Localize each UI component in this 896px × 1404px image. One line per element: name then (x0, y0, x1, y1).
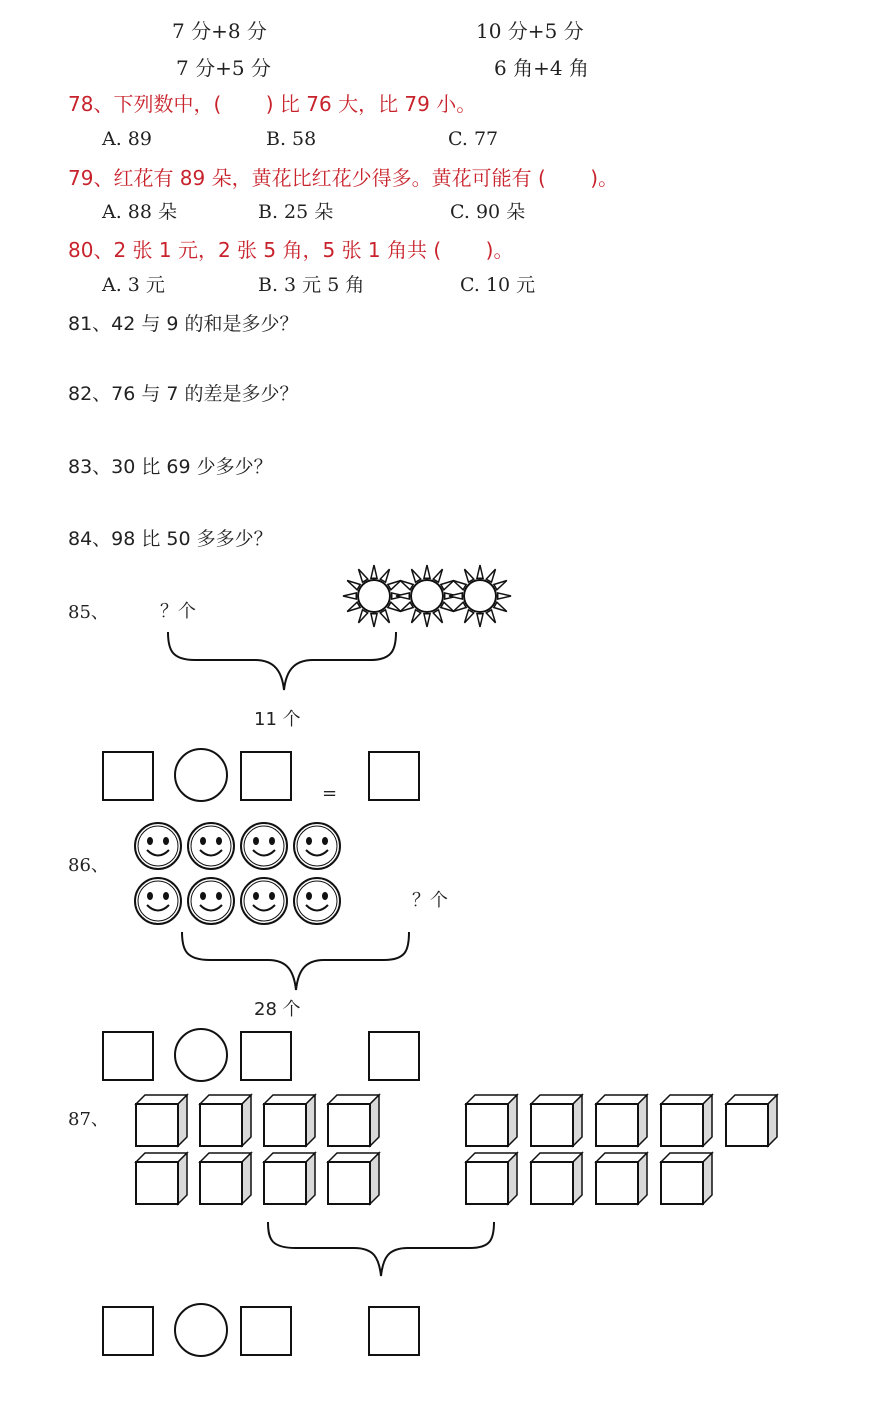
operator-circle-86[interactable] (174, 1028, 228, 1082)
question-85-unknown-label: ？个 (160, 601, 196, 622)
question-80-option-c[interactable]: C. 10 元 (460, 274, 536, 296)
cube-icon (136, 1153, 187, 1204)
smiley-icon (135, 878, 181, 924)
question-86-total-label: 28 个 (254, 999, 301, 1020)
question-80-option-a[interactable]: A. 3 元 (102, 274, 165, 296)
compare-left-row2: 7 分+5 分 (176, 56, 271, 80)
cube-icon (264, 1153, 315, 1204)
question-83: 83、30 比 69 少多少？ (68, 456, 273, 478)
answer-box-85-2[interactable] (240, 751, 292, 801)
question-79-option-b[interactable]: B. 25 朵 (258, 201, 334, 223)
answer-box-86-result[interactable] (368, 1031, 420, 1081)
equals-sign-85: = (322, 783, 338, 804)
question-85-total-label: 11 个 (254, 709, 301, 730)
smiley-icon (241, 823, 287, 869)
cube-icon (596, 1095, 647, 1146)
operator-circle-87[interactable] (174, 1303, 228, 1357)
sun-icon (449, 565, 511, 627)
smiley-icon (188, 823, 234, 869)
answer-box-87-2[interactable] (240, 1306, 292, 1356)
question-80-prompt: 80、2 张 1 元，2 张 5 角，5 张 1 角共 ( )。 (68, 238, 514, 262)
answer-box-87-result[interactable] (368, 1306, 420, 1356)
operator-circle-85[interactable] (174, 748, 228, 802)
cube-icon (726, 1095, 777, 1146)
answer-box-85-result[interactable] (368, 751, 420, 801)
question-78-prompt: 78、下列数中，( ) 比 76 大，比 79 小。 (68, 92, 477, 116)
question-87-number: 87、 (68, 1109, 109, 1130)
question-78-option-a[interactable]: A. 89 (102, 128, 152, 150)
cube-icon (531, 1153, 582, 1204)
answer-box-86-1[interactable] (102, 1031, 154, 1081)
cube-icon (200, 1153, 251, 1204)
cube-icon (531, 1095, 582, 1146)
question-84: 84、98 比 50 多多少？ (68, 528, 273, 550)
compare-right-row2: 6 角+4 角 (494, 56, 589, 80)
question-80-option-b[interactable]: B. 3 元 5 角 (258, 274, 365, 296)
question-86-number: 86、 (68, 855, 109, 876)
cube-icon (466, 1153, 517, 1204)
question-86-unknown-label: ？个 (412, 890, 448, 911)
answer-box-86-2[interactable] (240, 1031, 292, 1081)
cube-icon (596, 1153, 647, 1204)
sun-icon (396, 565, 458, 627)
question-82: 82、76 与 7 的差是多少？ (68, 383, 299, 405)
cube-icon (661, 1095, 712, 1146)
cube-icon (328, 1153, 379, 1204)
question-79-option-c[interactable]: C. 90 朵 (450, 201, 526, 223)
smiley-icon (294, 878, 340, 924)
smiley-icon (241, 878, 287, 924)
question-79-prompt: 79、红花有 89 朵，黄花比红花少得多。黄花可能有 ( )。 (68, 166, 619, 190)
compare-left-row1: 7 分+8 分 (172, 19, 267, 43)
answer-box-87-1[interactable] (102, 1306, 154, 1356)
sun-icon (343, 565, 405, 627)
cube-icon (200, 1095, 251, 1146)
question-85-number: 85、 (68, 602, 109, 623)
question-79-option-a[interactable]: A. 88 朵 (102, 201, 178, 223)
smiley-icon (188, 878, 234, 924)
cube-icon (466, 1095, 517, 1146)
answer-box-85-1[interactable] (102, 751, 154, 801)
question-78-option-b[interactable]: B. 58 (266, 128, 317, 150)
cube-icon (136, 1095, 187, 1146)
question-81: 81、42 与 9 的和是多少？ (68, 313, 299, 335)
cube-icon (264, 1095, 315, 1146)
compare-right-row1: 10 分+5 分 (476, 19, 584, 43)
cube-icon (328, 1095, 379, 1146)
smiley-icon (135, 823, 181, 869)
question-78-option-c[interactable]: C. 77 (448, 128, 499, 150)
cube-icon (661, 1153, 712, 1204)
smiley-icon (294, 823, 340, 869)
